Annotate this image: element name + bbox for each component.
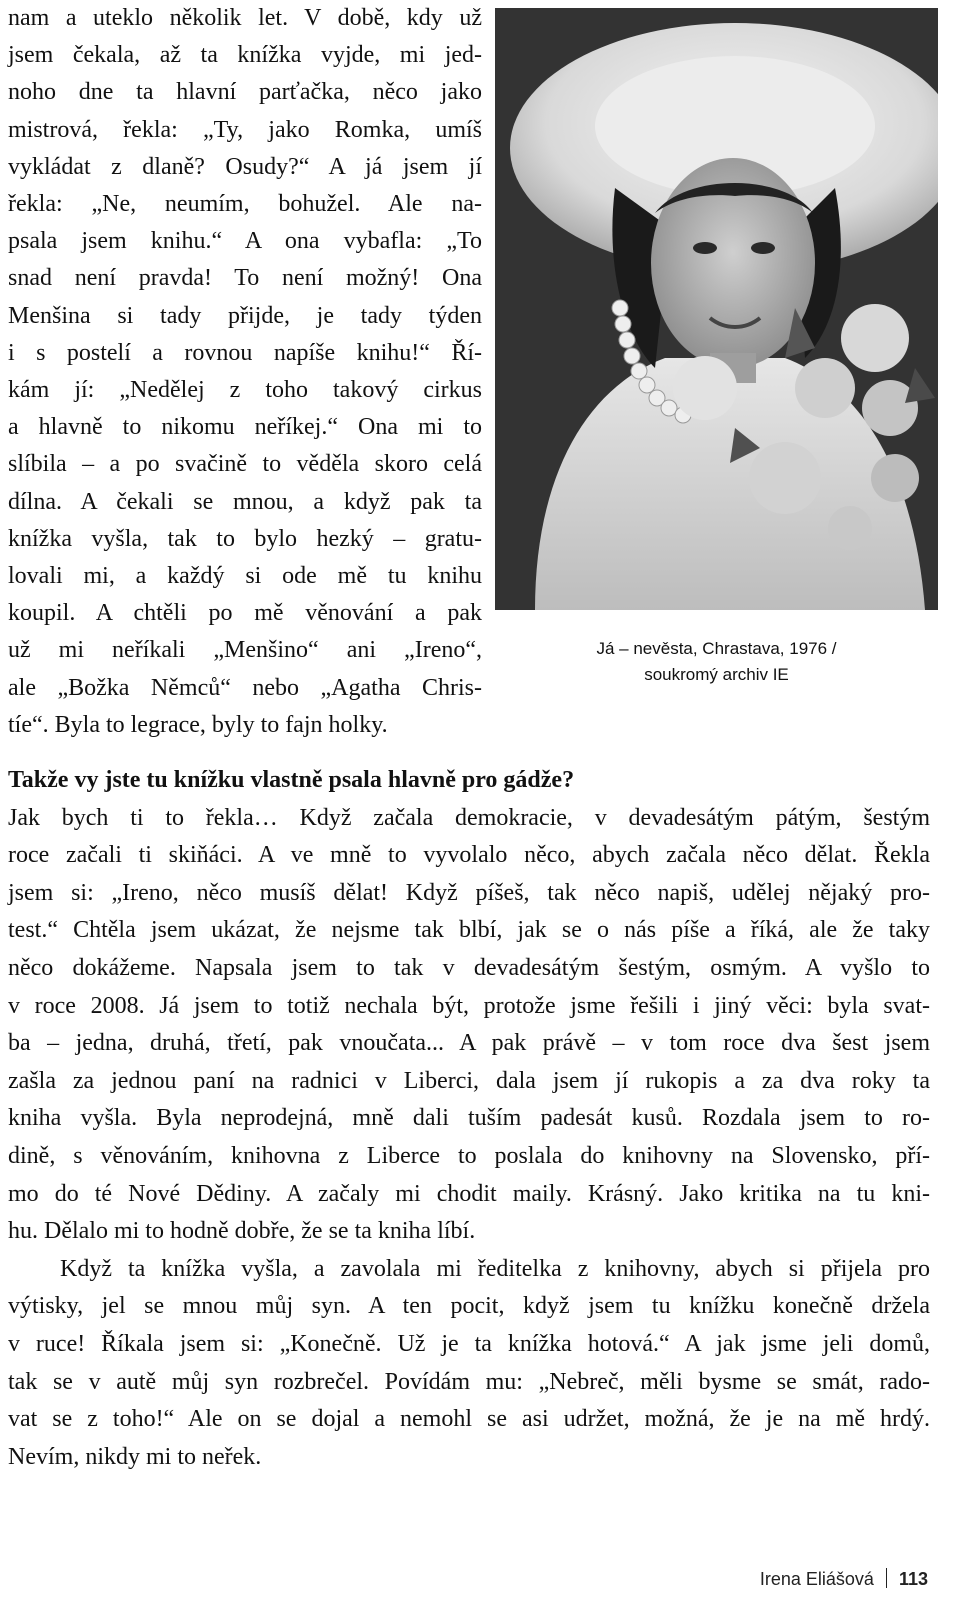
interview-question: Takže vy jste tu knížku vlastně psala hlavně pro gádže? (8, 767, 575, 793)
text-line: něco dokážeme. Napsala jsem to tak v devadesátým šestým, osmým. A vyšlo to (8, 954, 930, 981)
text-line: koupil. A chtěli po mě věnování a pak (8, 600, 482, 627)
text-line: jsem si: „Ireno, něco musíš dělat! Když píšeš, tak něco napiš, udělej nějaký pro- (8, 879, 930, 906)
text-line: Menšina si tady přijde, je tady týden (8, 302, 482, 329)
text-line: kniha vyšla. Byla neprodejná, mně dali tuším padesát kusů. Rozdala jsem to ro- (8, 1105, 930, 1132)
text-line: Nevím, nikdy mi to neřek. (8, 1443, 262, 1470)
page-number: 113 (898, 1569, 928, 1589)
text-line: řekla: „Ne, neumím, bohužel. Ale na- (8, 191, 482, 218)
text-line: psala jsem knihu.“ A ona vybafla: „To (8, 228, 482, 255)
caption-line: soukromý archiv IE (644, 665, 789, 684)
text-line: mistrová, řekla: „Ty, jako Romka, umíš (8, 116, 482, 143)
text-line: dílna. A čekali se mnou, a když pak ta (8, 488, 482, 515)
bride-photo (495, 8, 938, 610)
text-line: test.“ Chtěla jsem ukázat, že nejsme tak blbí, jak se o nás píše a říká, ale že taky (8, 917, 930, 944)
text-line: v ruce! Říkala jsem si: „Konečně. Už je ta knížka hotová.“ A jak jsme jeli domů, (8, 1330, 930, 1357)
text-line: ba – jedna, druhá, třetí, pak vnoučata... A pak právě – v tom roce dva šest jsem (8, 1030, 930, 1057)
text-line: hu. Dělalo mi to hodně dobře, že se ta kniha líbí. (8, 1218, 476, 1245)
text-line: Když ta knížka vyšla, a zavolala mi ředitelka z knihovny, abych si přijela pro (60, 1255, 930, 1282)
body-text (8, 762, 930, 1476)
text-line: tak se v autě můj syn rozbrečel. Povídám mu: „Nebreč, měli bysme se smát, rado- (8, 1368, 930, 1395)
text-line: a hlavně to nikomu neříkej.“ Ona mi to (8, 414, 482, 441)
page-footer (760, 1568, 928, 1590)
text-line: výtisky, jel se mnou můj syn. A ten pocit, když jsem tu knížku konečně držela (8, 1293, 930, 1320)
text-line: tíe“. Byla to legrace, byly to fajn holky. (8, 711, 388, 738)
text-line: slíbila – a po svačině to věděla skoro celá (8, 451, 482, 478)
caption-line: Já – nevěsta, Chrastava, 1976 / (596, 639, 837, 658)
text-line: knížka vyšla, tak to bylo hezký – gratu- (8, 525, 482, 552)
text-line: lovali mi, a každý si ode mě tu knihu (8, 563, 482, 590)
text-line: už mi neříkali „Menšino“ ani „Ireno“, (8, 637, 482, 664)
text-line: kám jí: „Nedělej z toho takový cirkus (8, 377, 482, 404)
text-line: jsem čekala, až ta knížka vyjde, mi jed- (8, 42, 482, 69)
text-line: dině, s věnováním, knihovna z Liberce to poslala do knihovny na Slovensko, pří- (8, 1142, 930, 1169)
footer-divider (886, 1568, 887, 1588)
text-line: i s postelí a rovnou napíše knihu!“ Ří- (8, 339, 482, 366)
text-line: vat se z toho!“ Ale on se dojal a nemohl se asi udržet, možná, že je na mě hrdý. (8, 1406, 930, 1433)
text-line: noho dne ta hlavní parťačka, něco jako (8, 79, 482, 106)
text-line: zašla za jednou paní na radnici v Liberci, dala jsem jí rukopis a za dva roky ta (8, 1067, 930, 1094)
bride-photo-illustration (495, 8, 938, 610)
text-line: ale „Božka Němců“ nebo „Agatha Chris- (8, 674, 482, 701)
photo-caption (495, 636, 938, 688)
author-name: Irena Eliášová (759, 1569, 874, 1589)
text-line: nam a uteklo několik let. V době, kdy už (8, 5, 482, 31)
text-line: Jak bych ti to řekla… Když začala demokracie, v devadesátým pátým, šestým (8, 804, 930, 831)
text-line: snad není pravda! To není možný! Ona (8, 265, 482, 292)
text-line: roce začali ti skiňáci. A ve mně to vyvolalo něco, abych začala něco dělat. Řekla (8, 842, 930, 869)
text-line: mo do té Nové Dědiny. A začaly mi chodit maily. Krásný. Jako kritika na tu kni- (8, 1180, 930, 1207)
text-line: vykládat z dlaně? Osudy?“ A já jsem jí (8, 153, 482, 180)
left-column-text (8, 0, 482, 744)
text-line: v roce 2008. Já jsem to totiž nechala být, protože jsme řešili i jiný věci: byla svat- (8, 992, 930, 1019)
